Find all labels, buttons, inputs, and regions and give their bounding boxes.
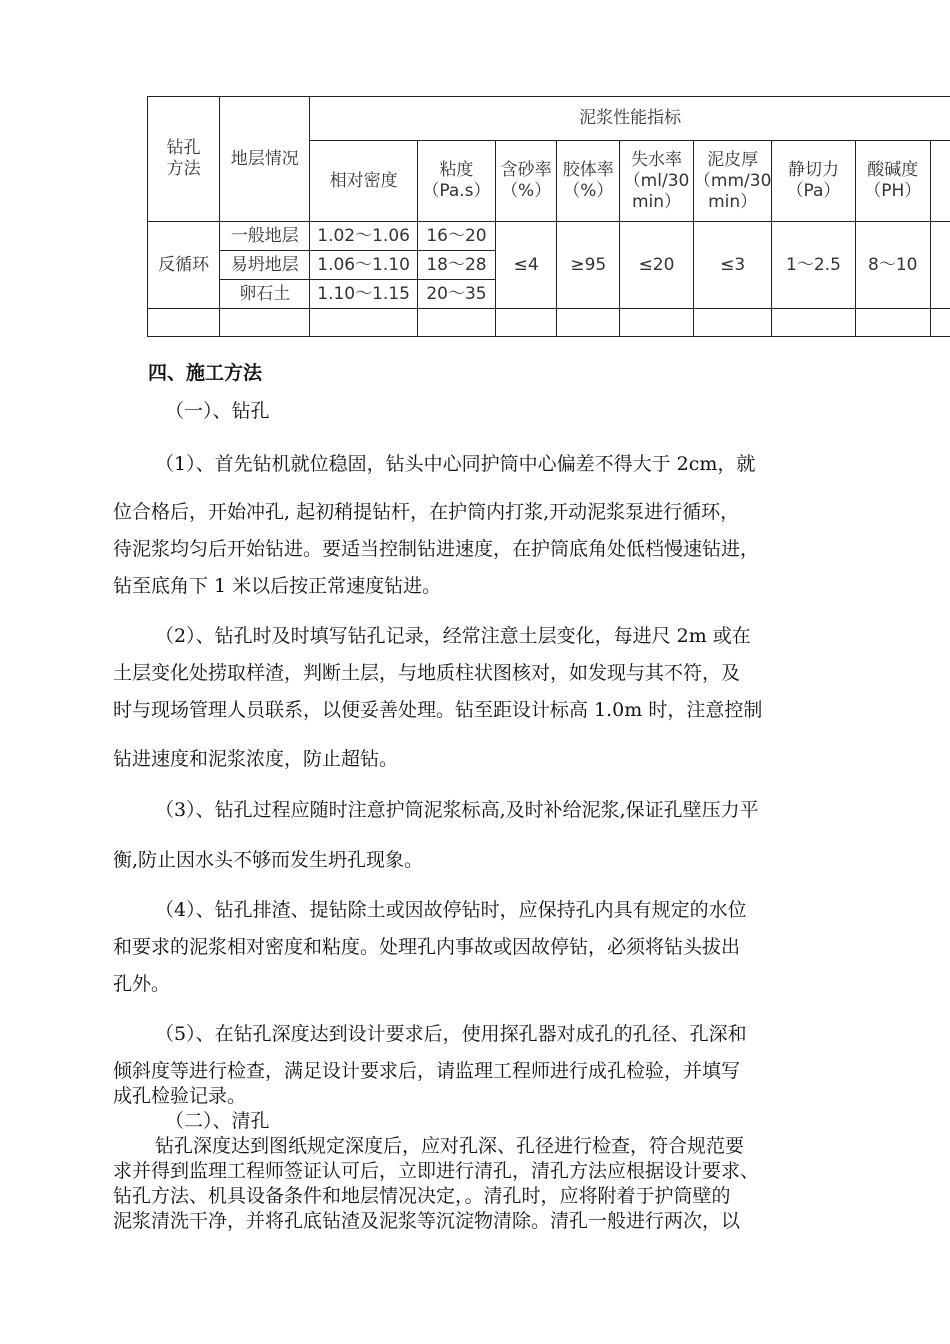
paragraph-line: 钻进速度和泥浆浓度，防止超钻。: [113, 748, 399, 770]
header-sand-content: 含砂率 （%）: [495, 141, 557, 222]
colloid-rate-value: ≥95: [557, 222, 620, 309]
header-mud-cake: 泥皮厚 （mm/30 min）: [693, 141, 771, 222]
header-mud-indicators: 泥浆性能指标: [310, 97, 950, 141]
static-shear-value: 1～2.5: [772, 222, 855, 309]
table-row-density: 1.06～1.10: [310, 251, 418, 280]
table-row-viscosity: 18～28: [418, 251, 496, 280]
paragraph-line: 土层变化处捞取样渣，判断土层，与地质柱状图核对，如发现与其不符，及: [113, 662, 741, 684]
paragraph-line: 钻孔方法、机具设备条件和地层情况决定，。清孔时，应将附着于护筒壁的: [113, 1185, 731, 1207]
table-row-density: 1.02～1.06: [310, 222, 418, 251]
table-row-layer: 一般地层: [220, 222, 310, 251]
paragraph-line: 求并得到监理工程师签证认可后，立即进行清孔，清孔方法应根据设计要求、: [113, 1160, 760, 1182]
header-stratum: 地层情况: [220, 97, 310, 222]
paragraph-line: （3）、钻孔过程应随时注意护筒泥浆标高,及时补给泥浆,保证孔壁压力平: [155, 799, 759, 821]
paragraph-line: 泥浆清洗干净，并将孔底钻渣及泥浆等沉淀物清除。清孔一般进行两次，以: [113, 1210, 741, 1232]
table-row-layer: 卵石土: [220, 280, 310, 309]
header-drilling-method: 钻孔 方法: [148, 97, 220, 222]
header-ph: 酸碱度 （PH）: [855, 141, 930, 222]
ph-value: 8～10: [855, 222, 930, 309]
table-row-viscosity: 20～35: [418, 280, 496, 309]
header-static-shear: 静切力 （Pa）: [772, 141, 855, 222]
paragraph-line: 待泥浆均匀后开始钻进。要适当控制钻进速度，在护筒底角处低档慢速钻进，: [113, 538, 760, 560]
table-row-layer: 易坍地层: [220, 251, 310, 280]
paragraph-line: 时与现场管理人员联系，以便妥善处理。钻至距设计标高 1.0m 时，注意控制: [113, 699, 763, 721]
section-heading: 四、施工方法: [148, 362, 263, 384]
mud-cake-value: ≤3: [693, 222, 771, 309]
paragraph-line: （2）、钻孔时及时填写钻孔记录，经常注意土层变化，每进尺 2m 或在: [155, 625, 751, 647]
subsection-cleaning: （二）、清孔: [165, 1110, 270, 1132]
subsection-drilling: （一）、钻孔: [165, 400, 270, 422]
header-viscosity: 粘度 （Pa.s）: [418, 141, 496, 222]
header-water-loss: 失水率 （ml/30 min）: [620, 141, 694, 222]
paragraph-line: （4）、钻孔排渣、提钻除土或因故停钻时，应保持孔内具有规定的水位: [155, 899, 747, 921]
paragraph-line: 和要求的泥浆相对密度和粘度。处理孔内事故或因故停钻，必须将钻头拔出: [113, 936, 741, 958]
table-row-viscosity: 16～20: [418, 222, 496, 251]
header-relative-density: 相对密度: [310, 141, 418, 222]
table-row-density: 1.10～1.15: [310, 280, 418, 309]
sand-content-value: ≤4: [495, 222, 557, 309]
paragraph-line: 倾斜度等进行检查，满足设计要求后，请监理工程师进行成孔检验，并填写: [113, 1060, 741, 1082]
mud-performance-table: [147, 96, 950, 337]
header-colloid-rate: 胶体率 （%）: [557, 141, 620, 222]
paragraph-line: （1）、首先钻机就位稳固，钻头中心同护筒中心偏差不得大于 2cm，就: [155, 453, 756, 475]
paragraph-line: 钻孔深度达到图纸规定深度后，应对孔深、孔径进行检查，符合规范要: [155, 1135, 745, 1157]
water-loss-value: ≤20: [620, 222, 694, 309]
paragraph-line: 钻至底角下 1 米以后按正常速度钻进。: [113, 575, 442, 597]
paragraph-line: 成孔检验记录。: [113, 1085, 247, 1107]
paragraph-line: 孔外。: [113, 973, 171, 995]
paragraph-line: （5）、在钻孔深度达到设计要求后，使用探孔器对成孔的孔径、孔深和: [155, 1023, 747, 1045]
method-cell: 反循环: [148, 222, 220, 309]
paragraph-line: 位合格后，开始冲孔, 起初稍提钻杆，在护筒内打浆,开动泥浆泵进行循环，: [113, 501, 740, 523]
paragraph-line: 衡,防止因水头不够而发生坍孔现象。: [113, 849, 424, 871]
